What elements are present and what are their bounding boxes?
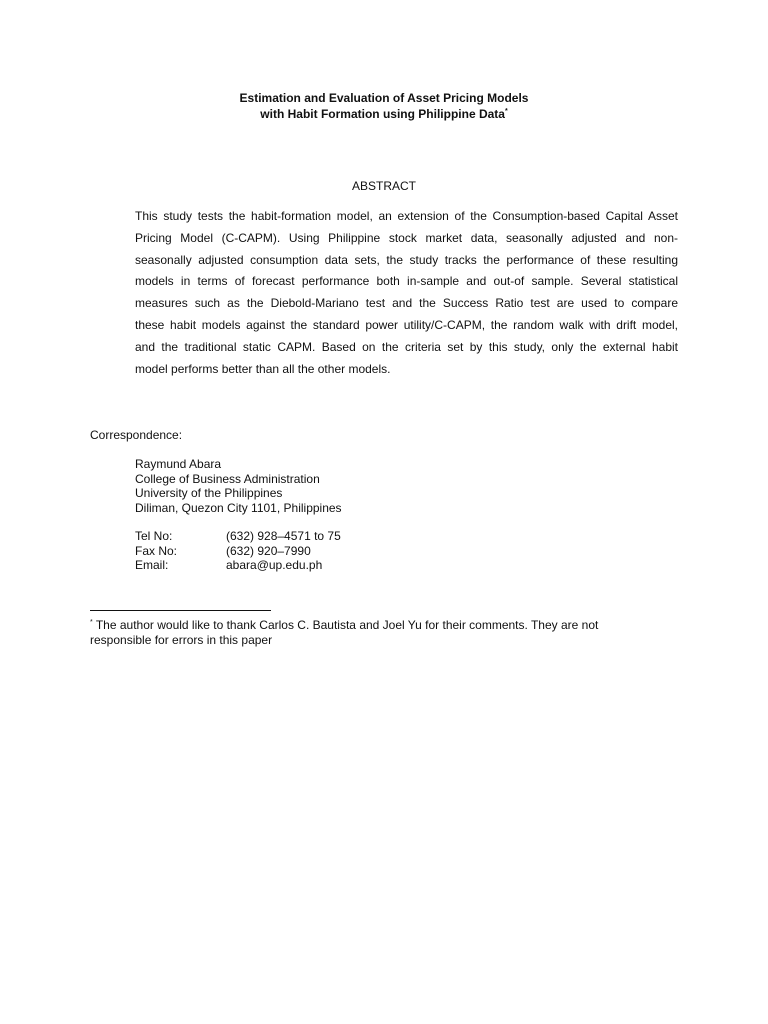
contact-label: Tel No: <box>135 529 173 543</box>
abstract-line: model performs better than all the other models. <box>135 361 391 376</box>
contact-row-tel <box>135 529 341 544</box>
address-line: College of Business Administration <box>135 471 320 486</box>
contact-label: Fax No: <box>135 543 178 558</box>
contact-row-fax <box>135 544 341 559</box>
title-footnote-marker: * <box>504 108 508 115</box>
contact-value: (632) 920–7990 <box>226 543 311 558</box>
footnote-text: The author would like to thank Carlos C. Bautista and Joel Yu for their comments. They are not <box>92 618 599 632</box>
email-address: abara@up.edu.ph <box>226 558 323 572</box>
abstract-line: This study tests the habit-formation model, an extension of the Consumption-based Capital Asset <box>135 209 678 223</box>
title-line-2-text: with Habit Formation using Philippine Data <box>260 107 505 121</box>
footnote-line-2: responsible for errors in this paper <box>90 632 273 647</box>
title-line-1: Estimation and Evaluation of Asset Pricing Models <box>239 91 529 105</box>
contact-row-email <box>135 558 341 573</box>
correspondence-address <box>135 457 342 515</box>
contact-label: Email: <box>135 558 169 572</box>
abstract-line: and the traditional static CAPM. Based on the criteria set by this study, only the external habit <box>135 339 678 354</box>
paper-title <box>0 90 768 122</box>
abstract-line: seasonally adjusted consumption data sets, the study tracks the performance of these resulting <box>135 252 678 267</box>
abstract-body <box>135 206 678 380</box>
address-line: Diliman, Quezon City 1101, Philippines <box>135 500 342 515</box>
footnote <box>90 618 650 647</box>
abstract-heading: ABSTRACT <box>351 179 416 193</box>
footnote-marker: * <box>90 619 93 626</box>
footnote-line-1 <box>90 618 650 633</box>
author-name: Raymund Abara <box>135 457 222 471</box>
address-line: University of the Philippines <box>135 486 283 500</box>
abstract-line: Pricing Model (C-CAPM). Using Philippine stock market data, seasonally adjusted and non- <box>135 230 678 245</box>
title-line-2 <box>0 106 768 122</box>
contact-value: (632) 928–4571 to 75 <box>226 529 341 543</box>
correspondence-label: Correspondence: <box>90 428 183 442</box>
abstract-line: models in terms of forecast performance both in-sample and out-of sample. Several statistical <box>135 274 678 289</box>
abstract-line: these habit models against the standard power utility/C-CAPM, the random walk with drift model, <box>135 317 678 332</box>
abstract-line: measures such as the Diebold-Mariano test and the Success Ratio test are used to compare <box>135 296 678 311</box>
footnote-divider <box>90 610 271 611</box>
contact-details <box>135 529 341 573</box>
